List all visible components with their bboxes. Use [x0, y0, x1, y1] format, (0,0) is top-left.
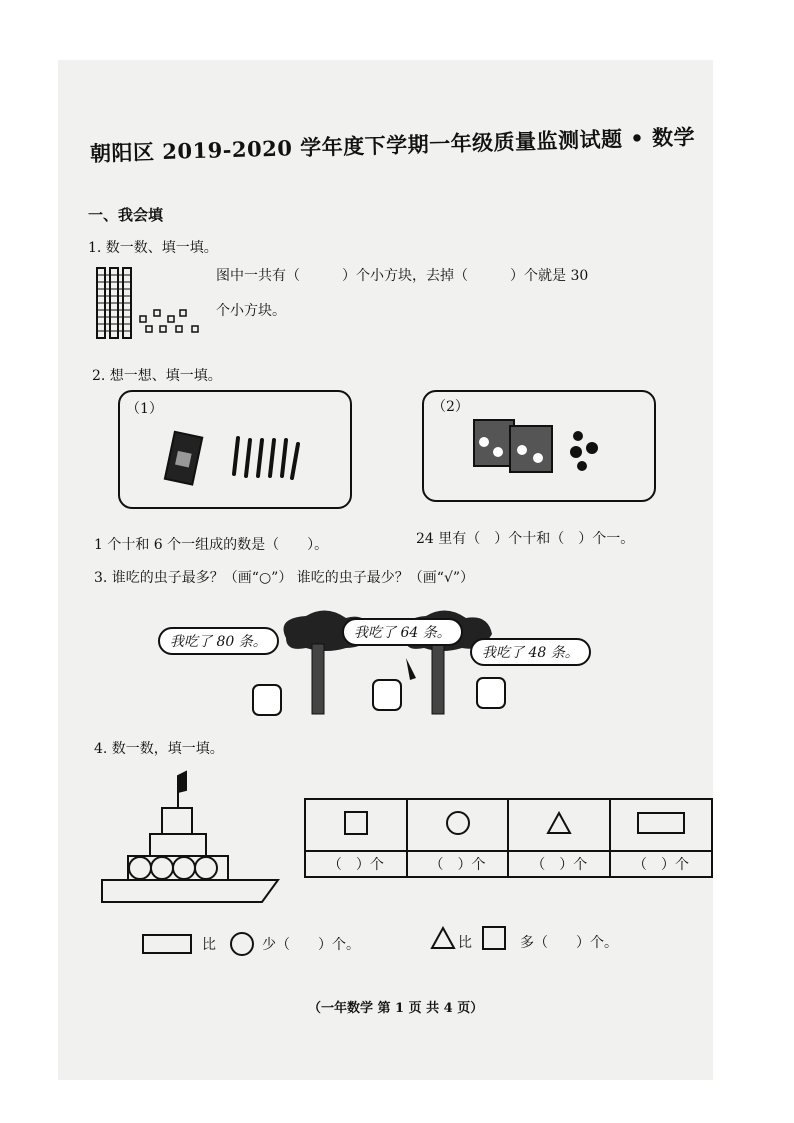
block-figure: [94, 266, 214, 342]
cell-rectangle: [610, 799, 712, 851]
question-4-label: 4. 数一数，填一填。: [94, 741, 224, 757]
cell-square: [305, 799, 407, 851]
exam-paper: [58, 60, 713, 1080]
cell-triangle: [508, 799, 610, 851]
question-3-label: 3. 谁吃的虫子最多？（画“○”） 谁吃的虫子最少？（画“√”）: [94, 570, 475, 586]
question-2-fill-b: 24 里有（ ）个十和（ ）个一。: [416, 531, 635, 547]
boat-figure: [98, 768, 288, 913]
speech-bubble-64: 我吃了 64 条。: [342, 618, 463, 646]
compare-a-than: 比: [202, 937, 216, 953]
candy-boxes-and-candies: [470, 412, 610, 482]
speech-bubble-80: 我吃了 80 条。: [158, 627, 279, 655]
question-2-label: 2. 想一想、填一填。: [92, 368, 222, 384]
compare-circle-icon: [230, 932, 254, 956]
compare-b-more: 多（ ）个。: [520, 935, 618, 951]
cell-circle: [407, 799, 509, 851]
answer-box-1[interactable]: [252, 684, 282, 716]
question-1-line-2: 个小方块。: [216, 303, 286, 319]
answer-box-3[interactable]: [476, 677, 506, 709]
rectangle-shape-icon: [637, 812, 685, 834]
question-1-label: 1. 数一数、填一填。: [88, 240, 218, 256]
compare-rectangle-icon: [142, 934, 192, 954]
blank-square[interactable]: （ ）个: [305, 851, 407, 877]
compare-triangle-icon: [430, 926, 456, 950]
speech-bubble-48: 我吃了 48 条。: [470, 638, 591, 666]
page-footer: （一年数学 第 1 页 共 4 页）: [308, 1001, 484, 1016]
exam-title: 朝阳区 2019-2020 学年度下学期一年级质量监测试题 • 数学: [89, 124, 696, 166]
section-heading: 一、我会填: [88, 206, 164, 224]
blank-rectangle[interactable]: （ ）个: [610, 851, 712, 877]
blank-triangle[interactable]: （ ）个: [508, 851, 610, 877]
compare-square-icon: [482, 926, 506, 950]
question-2-fill-a: 1 个十和 6 个一组成的数是（ ）。: [94, 537, 329, 553]
compare-a-fewer: 少（ ）个。: [262, 937, 360, 953]
question-1-line-1: 图中一共有（ ）个小方块，去掉（ ）个就是 30: [216, 268, 589, 284]
circle-shape-icon: [446, 811, 470, 835]
bundle-and-sticks: [158, 426, 308, 491]
square-shape-icon: [344, 811, 368, 835]
shape-count-table: [304, 798, 713, 878]
blank-circle[interactable]: （ ）个: [407, 851, 509, 877]
compare-b-than: 比: [458, 935, 472, 951]
answer-box-2[interactable]: [372, 679, 402, 711]
triangle-shape-icon: [546, 811, 572, 835]
panel-1-label: （1）: [126, 401, 163, 417]
panel-2-label: （2）: [432, 399, 469, 415]
